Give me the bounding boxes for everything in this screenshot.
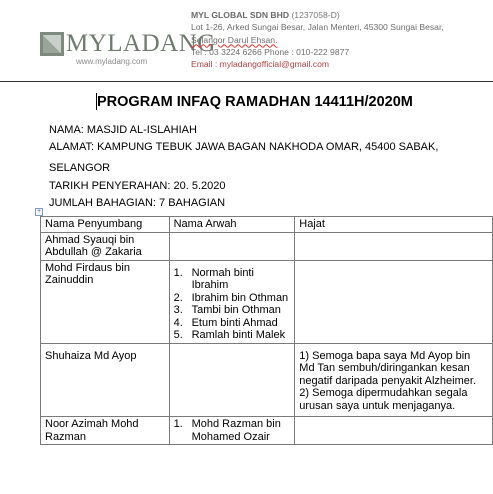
penyumbang-text: Noor Azimah Mohd — [45, 418, 139, 430]
email-label: Email : — [191, 59, 218, 70]
address-line-2: Selangor Darul Ehsan. — [191, 34, 278, 45]
table-row — [41, 260, 493, 343]
hajat-cell[interactable] — [295, 417, 493, 445]
list-item: 1. Normah binti Ibrahim — [173, 266, 254, 291]
alamat-line-1[interactable]: ALAMAT: KAMPUNG TEBUK JAWA BAGAN NAKHODA OMAR, 45400 SABAK, — [49, 141, 439, 153]
logo-url: www.myladang.com — [76, 57, 148, 66]
penyumbang-cell[interactable] — [41, 232, 170, 260]
arwah-list — [174, 267, 291, 342]
hajat-text: Md Tan sembuh/diringankan kesan — [299, 362, 470, 374]
header-hajat[interactable]: Hajat — [295, 217, 493, 233]
list-item: 4. Etum binti Ahmad — [173, 316, 278, 329]
hajat-cell[interactable] — [295, 343, 493, 417]
list-item: Mohamed Ozair — [191, 430, 270, 443]
penyumbang-text: Abdullah @ Zakaria — [45, 246, 142, 258]
jumlah-line[interactable]: JUMLAH BAHAGIAN: 7 BAHAGIAN — [49, 197, 226, 209]
arwah-cell[interactable] — [169, 343, 295, 417]
penyumbang-text: Zainuddin — [45, 274, 94, 286]
company-details — [191, 9, 491, 70]
list-item: 3. Tambi bin Othman — [173, 304, 281, 316]
penyumbang-cell[interactable] — [41, 343, 170, 417]
arwah-cell[interactable] — [169, 260, 295, 343]
company-logo — [40, 30, 216, 58]
contributors-table — [40, 216, 493, 445]
table-row — [41, 417, 493, 445]
list-item: 5. Ramlah binti Malek — [173, 329, 286, 341]
hajat-text: urusan saya untuk menjaganya. — [299, 399, 456, 412]
penyumbang-cell[interactable] — [41, 260, 170, 343]
hajat-text: 2) Semoga dipermudahkan segala — [299, 387, 468, 399]
nama-line[interactable]: NAMA: MASJID AL-ISLAHIAH — [49, 124, 197, 136]
header-nama-arwah[interactable]: Nama Arwah — [169, 217, 295, 233]
table-header-row — [41, 217, 493, 233]
table-row — [41, 343, 493, 417]
hajat-cell[interactable] — [295, 260, 493, 343]
email-address: myladangofficial@gmail.com — [219, 59, 330, 70]
penyumbang-text: Mohd Firdaus bin — [45, 261, 130, 274]
hajat-cell[interactable] — [295, 232, 493, 260]
document-title[interactable]: PROGRAM INFAQ RAMADHAN 14411H/2020M — [97, 94, 413, 110]
alamat-line-2[interactable]: SELANGOR — [49, 162, 111, 174]
arwah-cell[interactable] — [169, 232, 295, 260]
header-nama-penyumbang[interactable]: Nama Penyumbang — [41, 217, 170, 233]
penyumbang-cell[interactable] — [41, 417, 170, 445]
table-move-handle-icon[interactable]: + — [36, 208, 42, 215]
address-line-1: Lot 1-26, Arked Sungai Besar, Jalan Menteri, 45300 Sungai Besar, — [191, 22, 444, 33]
penyumbang-text: Ahmad Syauqi bin — [45, 233, 135, 246]
table-row — [41, 232, 493, 260]
phone-line: Tel : 03 3224 6266 Phone : 010-222 9877 — [191, 46, 350, 57]
company-name: MYL GLOBAL SDN BHD — [191, 10, 290, 20]
penyumbang-text: Shuhaiza Md Ayop — [45, 349, 137, 362]
company-reg: (1237058-D) — [291, 10, 340, 20]
logo-wordmark: MYLADANG — [66, 30, 216, 57]
hajat-text: negatif daripada penyakit Alzheimer. — [299, 374, 477, 387]
arwah-cell[interactable] — [169, 417, 295, 445]
list-item: 2. Ibrahim bin Othman — [173, 291, 289, 304]
penyumbang-text: Razman — [45, 430, 86, 443]
myladang-logo-icon — [40, 32, 64, 56]
hajat-text: 1) Semoga bapa saya Md Ayop bin — [299, 349, 471, 362]
list-item: 1. Mohd Razman bin — [173, 418, 281, 430]
tarikh-line[interactable]: TARIKH PENYERAHAN: 20. 5.2020 — [49, 180, 226, 192]
arwah-list — [174, 418, 291, 443]
letterhead-divider — [0, 81, 493, 82]
